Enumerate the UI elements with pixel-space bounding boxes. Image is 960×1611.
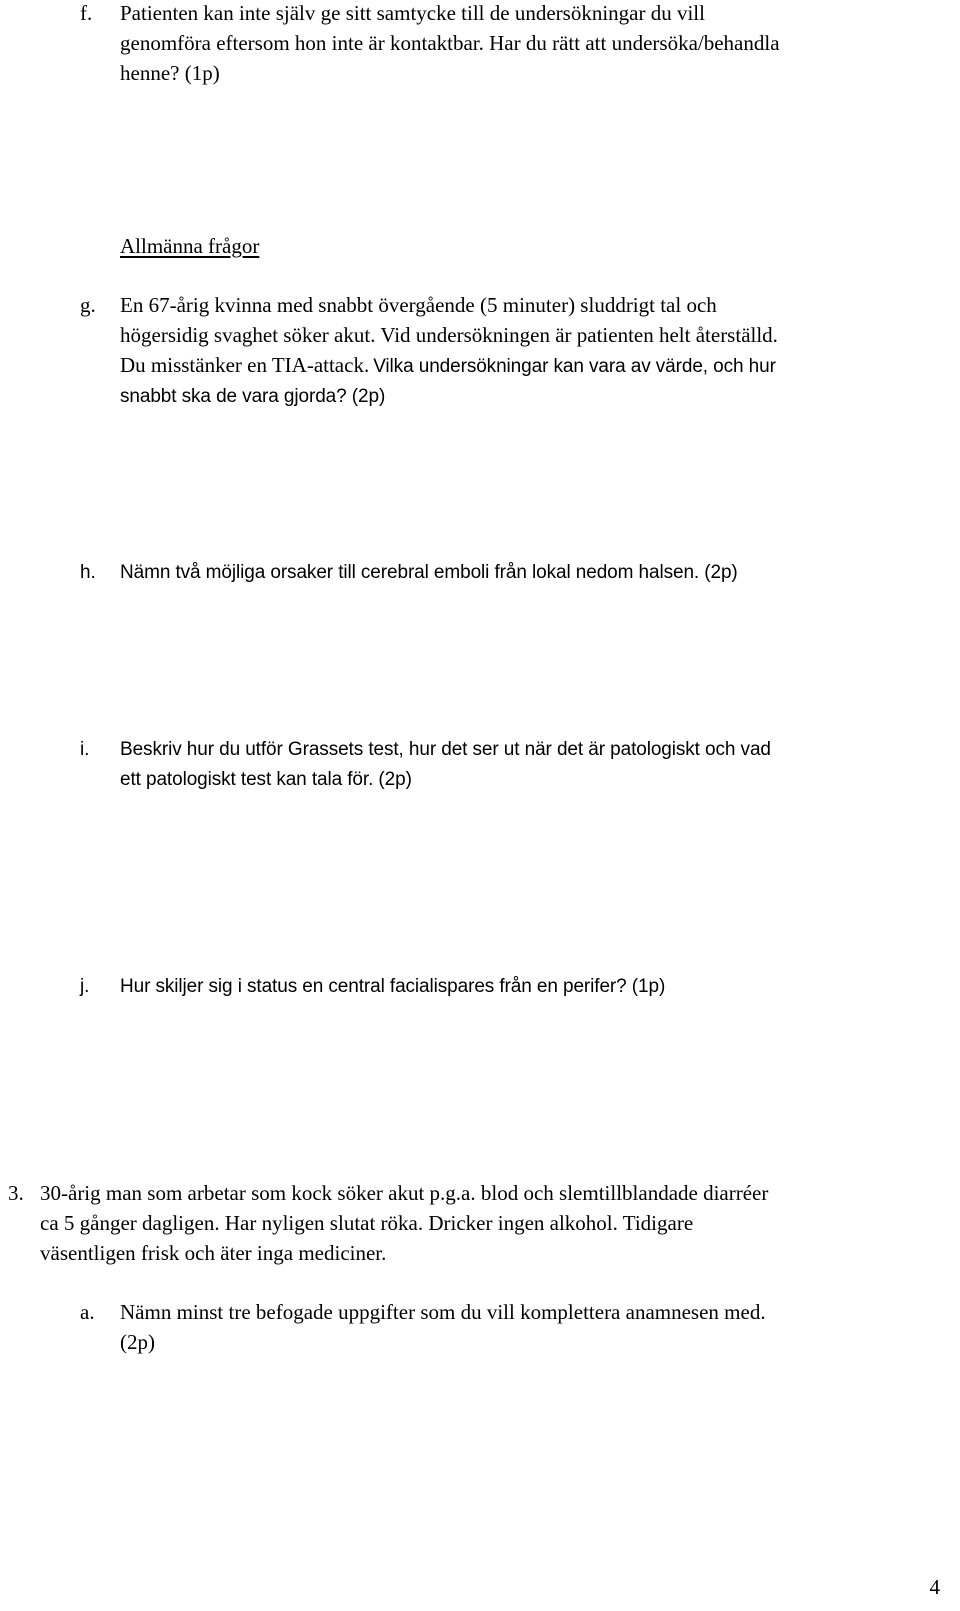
question-g bbox=[80, 290, 940, 412]
question-a-text bbox=[120, 1297, 920, 1357]
question-g-text bbox=[120, 290, 920, 412]
case-3-line-2: ca 5 gånger dagligen. Har nyligen slutat röka. Dricker ingen alkohol. Tidigare bbox=[40, 1211, 694, 1235]
question-j-text bbox=[120, 972, 920, 1002]
case-3 bbox=[0, 1178, 950, 1268]
question-g-line-1: En 67-årig kvinna med snabbt övergående (5 minuter) sluddrigt tal och bbox=[120, 293, 717, 317]
question-a-line-2: (2p) bbox=[120, 1330, 155, 1354]
question-i-line-2: ett patologiskt test kan tala för. (2p) bbox=[120, 769, 412, 790]
question-g-line-4: snabbt ska de vara gjorda? (2p) bbox=[120, 386, 386, 407]
question-j-line-1: Hur skiljer sig i status en central facialispares från en perifer? (1p) bbox=[120, 976, 666, 997]
case-3-text bbox=[40, 1178, 950, 1268]
question-g-line-2: högersidig svaghet söker akut. Vid undersökningen är patienten helt återställd. bbox=[120, 323, 778, 347]
question-f-text bbox=[120, 0, 920, 88]
section-heading: Allmänna frågor bbox=[120, 234, 260, 258]
question-i-text bbox=[120, 735, 920, 795]
question-j bbox=[80, 972, 940, 1002]
question-a-line-1: Nämn minst tre befogade uppgifter som du vill komplettera anamnesen med. bbox=[120, 1300, 766, 1324]
question-h-text bbox=[120, 558, 920, 588]
question-a-marker: a. bbox=[80, 1300, 95, 1324]
question-g-line-3 bbox=[120, 350, 920, 382]
question-g-marker: g. bbox=[80, 293, 96, 317]
question-f-line-2: genomföra eftersom hon inte är kontaktbar. Har du rätt att undersöka/behandla bbox=[120, 31, 780, 55]
question-i bbox=[80, 735, 940, 795]
question-g-line-3-sans: Vilka undersökningar kan vara av värde, och hur bbox=[373, 356, 776, 377]
question-i-marker: i. bbox=[80, 739, 90, 760]
question-f-marker: f. bbox=[80, 1, 93, 25]
page-number: 4 bbox=[929, 1575, 940, 1599]
question-h bbox=[80, 558, 940, 588]
question-a bbox=[80, 1297, 940, 1357]
question-f-line-3: henne? (1p) bbox=[120, 61, 220, 85]
question-f bbox=[80, 0, 940, 88]
question-g-line-3-serif: Du misstänker en TIA-attack. bbox=[120, 353, 370, 377]
case-3-line-1: 30-årig man som arbetar som kock söker akut p.g.a. blod och slemtillblandade diarréer bbox=[40, 1181, 769, 1205]
question-h-line-1: Nämn två möjliga orsaker till cerebral emboli från lokal nedom halsen. (2p) bbox=[120, 562, 738, 583]
question-j-marker: j. bbox=[80, 976, 90, 997]
question-h-marker: h. bbox=[80, 562, 96, 583]
case-3-marker: 3. bbox=[8, 1181, 24, 1205]
question-f-line-1: Patienten kan inte själv ge sitt samtycke till de undersökningar du vill bbox=[120, 1, 705, 25]
question-i-line-1: Beskriv hur du utför Grassets test, hur det ser ut när det är patologiskt och vad bbox=[120, 739, 771, 760]
case-3-line-3: väsentligen frisk och äter inga mediciner. bbox=[40, 1241, 387, 1265]
